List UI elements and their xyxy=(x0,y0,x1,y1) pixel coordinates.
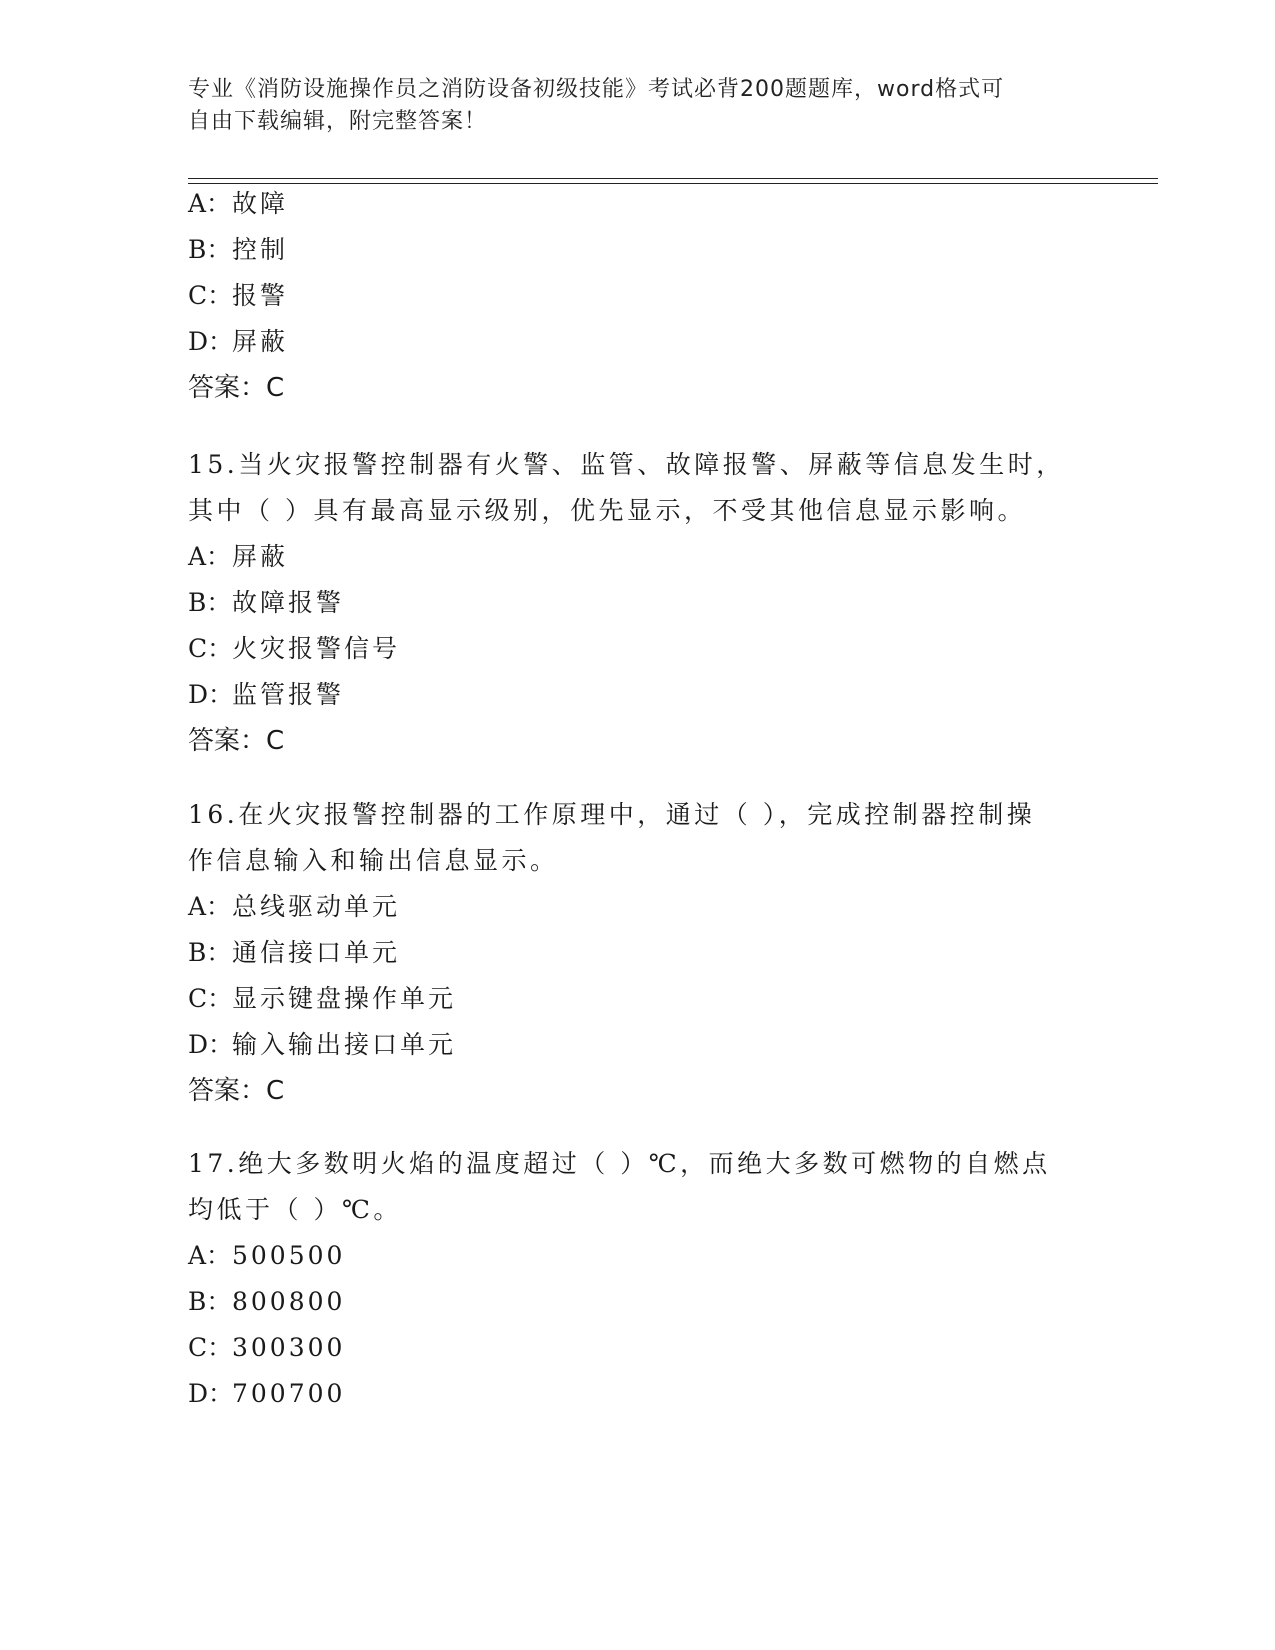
option-d xyxy=(188,319,1088,365)
option-key: B： xyxy=(188,588,232,617)
option-text: 700700 xyxy=(232,1379,346,1408)
question-17 xyxy=(188,1141,1088,1417)
option-c xyxy=(188,976,1088,1022)
option-b xyxy=(188,580,1088,626)
option-text: 通信接口单元 xyxy=(232,938,401,967)
option-a xyxy=(188,181,1088,227)
question-text-line: 均低于（ ）℃。 xyxy=(188,1195,402,1224)
option-key: B： xyxy=(188,235,232,264)
question-16 xyxy=(188,792,1088,1114)
option-key: D： xyxy=(188,680,234,709)
option-key: B： xyxy=(188,1287,232,1316)
option-text: 监管报警 xyxy=(232,680,345,709)
option-text: 控制 xyxy=(232,235,289,264)
option-key: A： xyxy=(188,189,232,218)
option-text: 屏蔽 xyxy=(232,542,289,571)
option-key: D： xyxy=(188,1030,234,1059)
question-text-line: 作信息输入和输出信息显示。 xyxy=(188,846,559,875)
option-key: A： xyxy=(188,1241,232,1270)
option-key: C： xyxy=(188,1333,233,1362)
option-d xyxy=(188,1022,1088,1068)
question-text-line: 15.当火灾报警控制器有火警、监管、故障报警、屏蔽等信息发生时， xyxy=(188,450,1065,479)
option-a xyxy=(188,1233,1088,1279)
header-divider-top xyxy=(188,178,1158,179)
option-text: 故障报警 xyxy=(232,588,345,617)
option-c xyxy=(188,1325,1088,1371)
option-text: 300300 xyxy=(232,1333,346,1362)
question-text-line: 其中（ ）具有最高显示级别，优先显示，不受其他信息显示影响。 xyxy=(188,496,1026,525)
option-d xyxy=(188,672,1088,718)
answer: 答案：C xyxy=(188,373,285,403)
option-key: A： xyxy=(188,542,232,571)
option-b xyxy=(188,930,1088,976)
option-key: C： xyxy=(188,984,233,1013)
option-c xyxy=(188,273,1088,319)
option-a xyxy=(188,884,1088,930)
question-text-line: 17.绝大多数明火焰的温度超过（ ）℃，而绝大多数可燃物的自燃点 xyxy=(188,1149,1051,1178)
answer: 答案：C xyxy=(188,726,285,756)
option-text: 故障 xyxy=(232,189,289,218)
option-key: C： xyxy=(188,281,233,310)
option-text: 屏蔽 xyxy=(232,327,289,356)
option-key: A： xyxy=(188,892,232,921)
option-text: 输入输出接口单元 xyxy=(232,1030,457,1059)
header-line-1: 专业《消防设施操作员之消防设备初级技能》考试必背200题题库，word格式可 xyxy=(188,77,1005,102)
answer: 答案：C xyxy=(188,1076,285,1106)
option-text: 500500 xyxy=(232,1241,346,1270)
option-key: D： xyxy=(188,327,234,356)
option-text: 显示键盘操作单元 xyxy=(232,984,457,1013)
option-a xyxy=(188,534,1088,580)
question-text-line: 16.在火灾报警控制器的工作原理中，通过（ ），完成控制器控制操 xyxy=(188,800,1036,829)
document-header xyxy=(188,74,1068,138)
question-15 xyxy=(188,442,1088,764)
option-key: D： xyxy=(188,1379,234,1408)
option-text: 总线驱动单元 xyxy=(232,892,401,921)
option-key: C： xyxy=(188,634,233,663)
option-text: 800800 xyxy=(232,1287,346,1316)
option-b xyxy=(188,227,1088,273)
option-b xyxy=(188,1279,1088,1325)
option-d xyxy=(188,1371,1088,1417)
option-text: 报警 xyxy=(232,281,289,310)
option-key: B： xyxy=(188,938,232,967)
prev-question-tail xyxy=(188,181,1088,411)
option-text: 火灾报警信号 xyxy=(232,634,401,663)
header-line-2: 自由下载编辑，附完整答案！ xyxy=(188,109,488,134)
option-c xyxy=(188,626,1088,672)
